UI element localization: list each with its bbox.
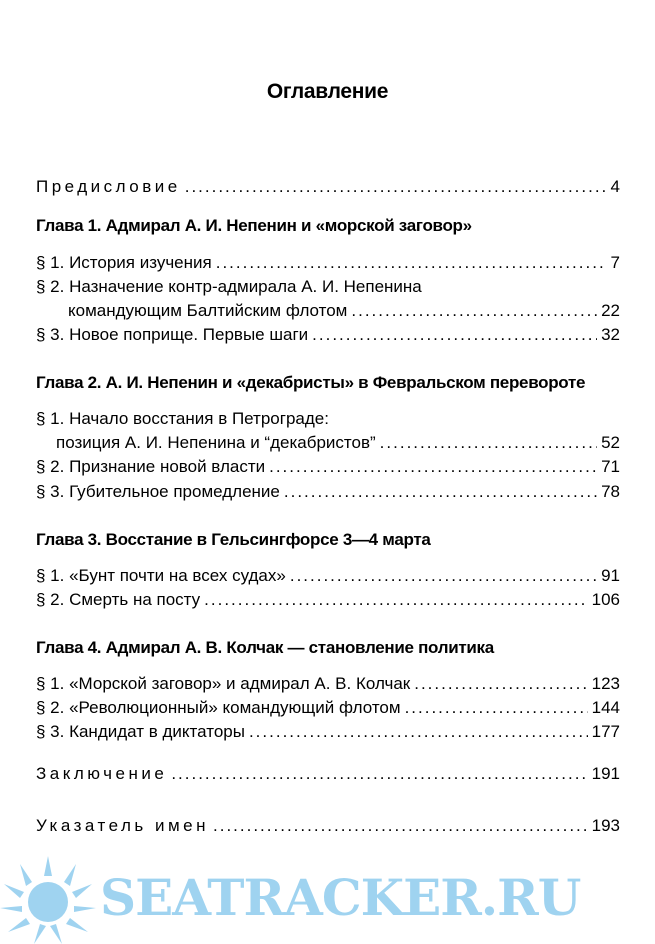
leader-dots [312, 325, 597, 345]
toc-entry-index[interactable] [36, 816, 620, 836]
toc-page-number: 52 [601, 433, 620, 452]
toc-page-number: 71 [601, 457, 620, 476]
leader-dots [216, 253, 607, 273]
toc-entry[interactable] [36, 457, 620, 477]
toc-entry[interactable] [36, 698, 620, 718]
toc-page-number: 32 [601, 325, 620, 344]
toc-entry[interactable] [36, 590, 620, 610]
toc-page-number: 22 [601, 301, 620, 320]
leader-dots [405, 698, 588, 718]
toc-entry-preface[interactable] [36, 177, 620, 197]
toc-page-number: 91 [601, 566, 620, 585]
toc-entry-conclusion[interactable] [36, 764, 620, 784]
leader-dots [204, 590, 587, 610]
leader-dots [269, 457, 597, 477]
toc-entry-label: § 2. Смерть на посту [36, 590, 201, 609]
toc-entry-line1: § 2. Назначение контр-адмирала А. И. Непенина [36, 277, 422, 296]
toc-entry[interactable] [36, 325, 620, 345]
leader-dots [414, 674, 587, 694]
leader-dots [351, 301, 597, 321]
toc-entry[interactable] [36, 722, 620, 742]
toc-page-number: 177 [591, 722, 620, 741]
toc-entry-label: § 1. История изучения [36, 253, 212, 272]
toc-entry-label: позиция А. И. Непенина и “декабристов” [56, 433, 376, 452]
toc-entry[interactable] [36, 482, 620, 502]
toc-page-number: 7 [610, 253, 620, 272]
chapter-1-heading: Глава 1. Адмирал А. И. Непенин и «морской заговор» [36, 216, 472, 235]
toc-page-number: 123 [591, 674, 620, 693]
page-title: Оглавление [266, 80, 389, 103]
toc-page-number: 191 [591, 764, 620, 783]
toc-page-number: 78 [601, 482, 620, 501]
leader-dots [380, 433, 597, 453]
toc-entry-line1: § 1. Начало восстания в Петрограде: [36, 409, 329, 428]
leader-dots [185, 177, 607, 197]
toc-entry[interactable] [36, 566, 620, 586]
toc-entry-label: § 2. «Революционный» командующий флотом [36, 698, 401, 717]
toc-entry-label: § 1. «Морской заговор» и адмирал А. В. Колчак [36, 674, 411, 693]
toc-entry[interactable] [36, 253, 620, 273]
leader-dots [249, 722, 588, 742]
leader-dots [290, 566, 597, 586]
toc-entry-label: § 3. Кандидат в диктаторы [36, 722, 245, 741]
toc-page-number: 4 [610, 177, 620, 196]
toc-entry[interactable] [36, 674, 620, 694]
toc-page-number: 193 [591, 816, 620, 835]
toc-entry-label: § 3. Новое поприще. Первые шаги [36, 325, 309, 344]
toc-page-number: 106 [591, 590, 620, 609]
toc-entry-label: Заключение [36, 764, 168, 783]
toc-page-number: 144 [591, 698, 620, 717]
watermark-text: SEATRACKER.RU [100, 868, 581, 927]
toc-entry-label: командующим Балтийским флотом [68, 301, 348, 320]
leader-dots [284, 482, 597, 502]
leader-dots [171, 764, 587, 784]
toc-entry[interactable] [36, 301, 620, 321]
chapter-2-heading: Глава 2. А. И. Непенин и «декабристы» в Февральском перевороте [36, 373, 586, 392]
chapter-4-heading: Глава 4. Адмирал А. В. Колчак — становление политика [36, 638, 494, 657]
toc-entry-label: Предисловие [36, 177, 181, 196]
sun-logo-icon [0, 852, 100, 944]
chapter-3-heading: Глава 3. Восстание в Гельсингфорсе 3—4 марта [36, 530, 431, 549]
leader-dots [213, 816, 588, 836]
toc-entry-label: § 1. «Бунт почти на всех судах» [36, 566, 286, 585]
toc-entry-label: § 3. Губительное промедление [36, 482, 280, 501]
toc-entry[interactable] [36, 433, 620, 453]
toc-entry-label: Указатель имен [36, 816, 209, 835]
toc-entry-label: § 2. Признание новой власти [36, 457, 266, 476]
